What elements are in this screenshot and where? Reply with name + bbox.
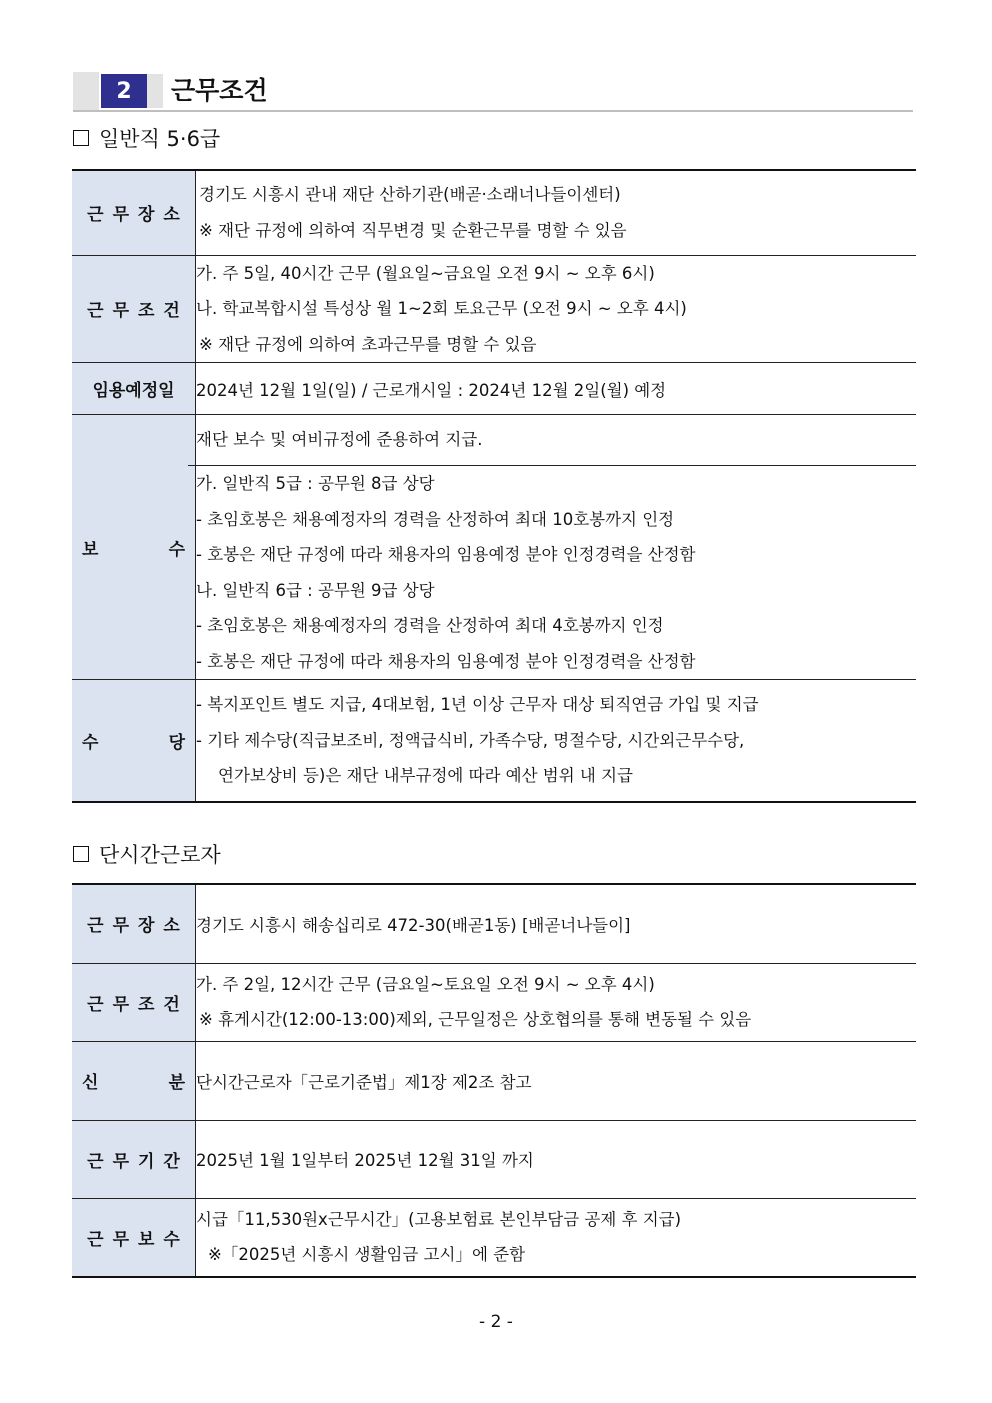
note-line: ※「2025년 시흥시 생활임금 고시」에 준함 [208,1245,526,1265]
section-number: 2 [101,74,147,108]
section-header-accent [147,74,163,108]
subheading-part-time [73,840,221,870]
row-value: 단시간근로자「근로기준법」제1장 제2조 참고 [196,1041,917,1120]
page-number: - 2 - [479,1312,513,1332]
text-line: 연가보상비 등)은 재단 내부규정에 따라 예산 범위 내 지급 [218,766,633,785]
row-value [196,415,917,680]
text-line: 재단 보수 및 여비규정에 준용하여 지급. [196,430,483,449]
row-label: 근무장소 [72,170,196,255]
text-line: - 초임호봉은 채용예정자의 경력을 산정하여 최대 4호봉까지 인정 [196,616,664,635]
note-line: ※ 휴게시간(12:00-13:00)제외, 근무일정은 상호협의를 통해 변동될 수 있음 [199,1010,752,1029]
subheading-regular-staff [73,124,220,154]
table-row [72,1120,916,1198]
row-value [196,963,917,1041]
table-row [72,963,916,1041]
text-line: - 초임호봉은 채용예정자의 경력을 산정하여 최대 10호봉까지 인정 [196,509,675,529]
section-header [73,72,913,112]
row-label: 신 분 [72,1041,196,1120]
checkbox-bullet-icon [73,130,89,146]
table-row [72,363,916,415]
note-line: ※ 재단 규정에 의하여 직무변경 및 순환근무를 명할 수 있음 [199,220,627,240]
table-row [72,415,916,680]
row-value [196,170,917,255]
row-label: 근무장소 [72,884,196,963]
regular-staff-table [72,169,916,803]
text-line: 경기도 시흥시 관내 재단 산하기관(배곧·소래너나들이센터) [199,185,621,205]
subheading-text: 단시간근로자 [99,843,221,867]
text-line: 가. 주 5일, 40시간 근무 (월요일~금요일 오전 9시 ~ 오후 6시) [196,263,655,283]
table-row [72,680,916,802]
row-label: 임용예정일 [72,363,196,415]
table-row [72,170,916,255]
row-value [196,1198,917,1277]
row-label: 보 수 [72,415,196,680]
text-line: - 복지포인트 별도 지급, 4대보험, 1년 이상 근무자 대상 퇴직연금 가입 및 지급 [196,695,759,714]
text-line: - 기타 제수당(직급보조비, 정액급식비, 가족수당, 명절수당, 시간외근무수당, [196,730,745,750]
text-line: 시급「11,530원x근무시간」(고용보험료 본인부담금 공제 후 지급) [196,1209,682,1229]
checkbox-bullet-icon [73,846,89,862]
subheading-text: 일반직 5·6급 [99,127,221,151]
row-label: 근무기간 [72,1120,196,1198]
row-value [196,255,917,363]
row-label: 수 당 [72,680,196,802]
text-line: 가. 일반직 5급 : 공무원 8급 상당 [196,474,435,493]
text-line: - 호봉은 재단 규정에 따라 채용자의 임용예정 분야 인정경력을 산정함 [196,545,696,564]
text-line: 나. 일반직 6급 : 공무원 9급 상당 [196,580,435,600]
part-time-table [72,883,916,1278]
row-value: 2025년 1월 1일부터 2025년 12월 31일 까지 [196,1120,917,1198]
table-row [72,1041,916,1120]
table-row [72,1198,916,1277]
section-title: 근무조건 [171,76,268,105]
row-value [196,680,917,802]
row-label: 근무조건 [72,963,196,1041]
table-row [72,884,916,963]
text-line: - 호봉은 재단 규정에 따라 채용자의 임용예정 분야 인정경력을 산정함 [196,651,696,671]
row-value: 경기도 시흥시 해송십리로 472-30(배곧1동) [배곧너나들이] [196,884,917,963]
row-label: 근무조건 [72,255,196,363]
table-row [72,255,916,363]
row-label: 근무보수 [72,1198,196,1277]
row-value: 2024년 12월 1일(일) / 근로개시일 : 2024년 12월 2일(월) 예정 [196,363,917,415]
note-line: ※ 재단 규정에 의하여 초과근무를 명할 수 있음 [199,334,537,354]
text-line: 가. 주 2일, 12시간 근무 (금요일~토요일 오전 9시 ~ 오후 4시) [196,974,655,994]
text-line: 나. 학교복합시설 특성상 월 1~2회 토요근무 (오전 9시 ~ 오후 4시) [196,299,687,318]
